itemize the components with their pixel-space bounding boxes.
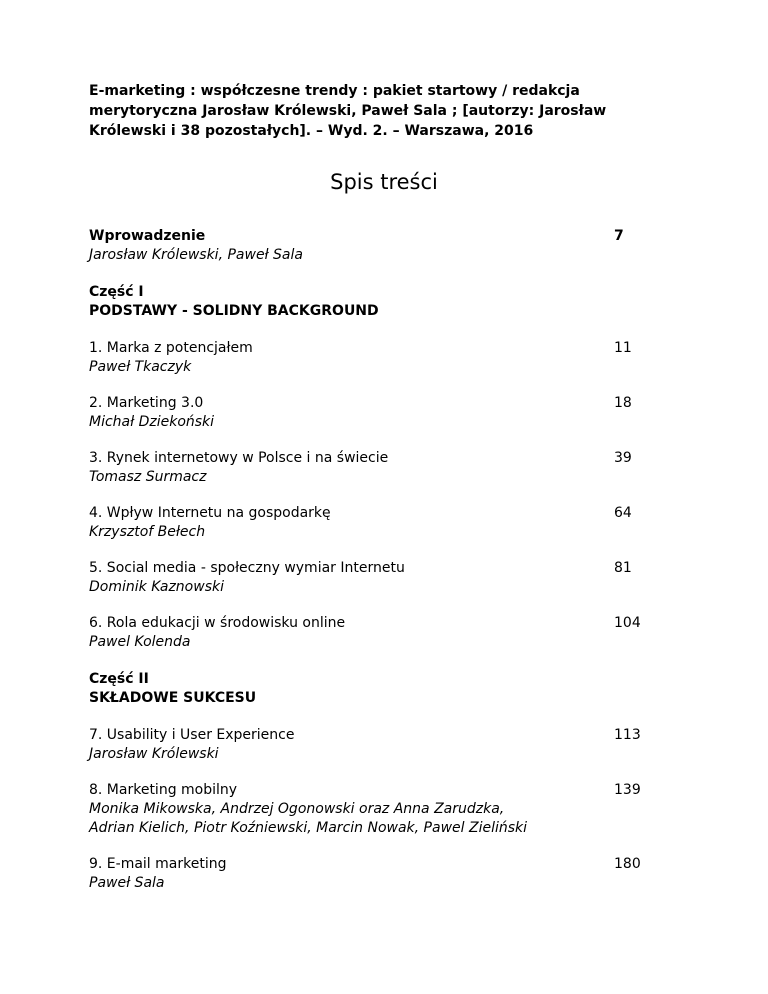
- entry-title: 6. Rola edukacji w środowisku online: [89, 615, 346, 631]
- toc-entry: [89, 781, 689, 836]
- entry-title: 8. Marketing mobilny: [89, 782, 238, 798]
- toc-entry: [89, 855, 689, 891]
- entry-page-number: 180: [614, 856, 641, 872]
- entry-author: Pawel Kolenda: [89, 634, 191, 650]
- entry-title: 5. Social media - społeczny wymiar Internetu: [89, 560, 405, 576]
- entry-title: 4. Wpływ Internetu na gospodarkę: [89, 505, 331, 521]
- entry-title: 1. Marka z potencjałem: [89, 340, 253, 356]
- entry-page-number: 7: [614, 228, 624, 244]
- toc-entry: [89, 614, 689, 650]
- part-name: SKŁADOWE SUKCESU: [89, 690, 257, 706]
- toc-entry: [89, 559, 689, 595]
- entry-page-number: 39: [614, 450, 632, 466]
- part-name: PODSTAWY - SOLIDNY BACKGROUND: [89, 303, 379, 319]
- entry-author-continued: Adrian Kielich, Piotr Koźniewski, Marcin Nowak, Pawel Zieliński: [89, 820, 528, 836]
- entry-page-number: 113: [614, 727, 641, 743]
- entry-author: Monika Mikowska, Andrzej Ogonowski oraz Anna Zarudzka,: [89, 801, 505, 817]
- entry-author: Jarosław Królewski: [89, 746, 219, 762]
- toc-entry-introduction: [89, 227, 689, 263]
- entry-page-number: 104: [614, 615, 641, 631]
- entry-author: Dominik Kaznowski: [89, 579, 224, 595]
- entry-author: Paweł Tkaczyk: [89, 359, 192, 375]
- entry-title: 3. Rynek internetowy w Polsce i na świecie: [89, 450, 389, 466]
- part-label: Część I: [89, 284, 144, 300]
- entry-author: Krzysztof Bełech: [89, 524, 206, 540]
- entry-page-number: 81: [614, 560, 632, 576]
- toc-entry: [89, 726, 689, 762]
- part-heading: [89, 670, 689, 708]
- part-heading: [89, 283, 689, 321]
- entry-page-number: 18: [614, 395, 632, 411]
- part-label: Część II: [89, 671, 149, 687]
- toc-entry: [89, 339, 689, 375]
- entry-author: Paweł Sala: [89, 875, 165, 891]
- toc-entry: [89, 449, 689, 485]
- entry-page-number: 64: [614, 505, 632, 521]
- entry-author: Michał Dziekoński: [89, 414, 215, 430]
- bibliographic-citation: E-marketing : współczesne trendy : pakiet startowy / redakcja merytoryczna Jarosław Królewski, Paweł Sala ; [autorzy: Jarosław Królewski i 38 pozostałych]. – Wyd. 2. – Warszawa, 2016: [89, 83, 607, 139]
- entry-title: 9. E-mail marketing: [89, 856, 227, 872]
- toc-entry: [89, 394, 689, 430]
- toc-heading: Spis treści: [330, 170, 438, 194]
- entry-title: 7. Usability i User Experience: [89, 727, 295, 743]
- entry-page-number: 11: [614, 340, 632, 356]
- entry-title: 2. Marketing 3.0: [89, 395, 204, 411]
- entry-author: Jarosław Królewski, Paweł Sala: [89, 247, 303, 263]
- toc-entry: [89, 504, 689, 540]
- entry-page-number: 139: [614, 782, 641, 798]
- entry-title: Wprowadzenie: [89, 228, 206, 244]
- table-of-contents: [89, 227, 689, 891]
- entry-author: Tomasz Surmacz: [89, 469, 207, 485]
